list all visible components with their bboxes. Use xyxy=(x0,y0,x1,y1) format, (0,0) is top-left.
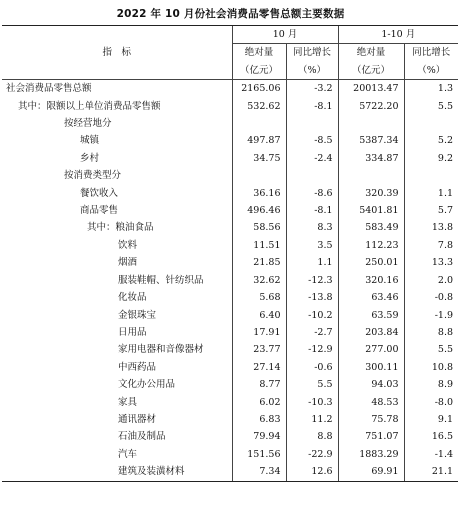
october-value: 21.85 xyxy=(232,254,286,271)
retail-sales-table xyxy=(2,25,458,482)
row-label: 金银珠宝 xyxy=(118,309,157,321)
header-abs-value: 绝对量 xyxy=(338,44,404,62)
ytd-growth xyxy=(404,167,458,184)
ytd-value: 320.39 xyxy=(338,185,404,202)
october-growth: -8.6 xyxy=(286,185,338,202)
october-value: 32.62 xyxy=(232,272,286,289)
october-value: 58.56 xyxy=(232,219,286,236)
october-value: 34.75 xyxy=(232,150,286,167)
october-value: 497.87 xyxy=(232,132,286,149)
october-value: 5.68 xyxy=(232,289,286,306)
row-label: 其中：限额以上单位消费品零售额 xyxy=(18,100,161,112)
header-abs-unit: （亿元） xyxy=(232,62,286,80)
october-value xyxy=(232,115,286,132)
row-label: 社会消费品零售总额 xyxy=(2,80,232,98)
october-growth: 8.8 xyxy=(286,428,338,445)
row-label: 日用品 xyxy=(118,326,147,338)
row-label: 烟酒 xyxy=(118,257,138,269)
october-growth: 3.5 xyxy=(286,237,338,254)
header-indicator: 指 标 xyxy=(2,26,232,80)
table-row xyxy=(2,272,458,289)
row-label: 按经营地分 xyxy=(64,118,112,130)
ytd-value: 69.91 xyxy=(338,463,404,481)
header-growth-unit: （%） xyxy=(404,62,458,80)
ytd-value: 277.00 xyxy=(338,341,404,358)
october-growth: -0.6 xyxy=(286,359,338,376)
october-value: 6.83 xyxy=(232,411,286,428)
ytd-value: 5387.34 xyxy=(338,132,404,149)
ytd-value: 20013.47 xyxy=(338,80,404,98)
row-label: 建筑及装潢材料 xyxy=(2,463,232,481)
october-growth: -10.2 xyxy=(286,307,338,324)
october-growth: -22.9 xyxy=(286,446,338,463)
ytd-growth: 9.2 xyxy=(404,150,458,167)
table-row xyxy=(2,132,458,149)
row-label: 城镇 xyxy=(80,135,100,147)
october-growth: -2.4 xyxy=(286,150,338,167)
october-growth: -12.3 xyxy=(286,272,338,289)
ytd-growth: -8.0 xyxy=(404,394,458,411)
ytd-growth: 21.1 xyxy=(404,463,458,481)
october-value: 8.77 xyxy=(232,376,286,393)
ytd-growth: 8.9 xyxy=(404,376,458,393)
ytd-growth: 2.0 xyxy=(404,272,458,289)
header-period-jan-oct: 1-10 月 xyxy=(338,26,458,44)
header-growth-unit: （%） xyxy=(286,62,338,80)
row-label: 通讯器材 xyxy=(118,413,157,425)
october-growth: -13.8 xyxy=(286,289,338,306)
table-row xyxy=(2,324,458,341)
row-label: 家用电器和音像器材 xyxy=(118,344,204,356)
row-label: 商品零售 xyxy=(80,205,119,217)
table-row xyxy=(2,446,458,463)
october-growth: -10.3 xyxy=(286,394,338,411)
october-growth: 1.1 xyxy=(286,254,338,271)
october-growth: -8.1 xyxy=(286,202,338,219)
row-label: 文化办公用品 xyxy=(118,379,176,391)
table-row xyxy=(2,167,458,184)
october-value xyxy=(232,167,286,184)
ytd-growth: 1.1 xyxy=(404,185,458,202)
ytd-value: 250.01 xyxy=(338,254,404,271)
october-growth: -12.9 xyxy=(286,341,338,358)
ytd-value: 94.03 xyxy=(338,376,404,393)
ytd-growth xyxy=(404,115,458,132)
ytd-growth: 13.8 xyxy=(404,219,458,236)
october-growth: -8.5 xyxy=(286,132,338,149)
row-label: 饮料 xyxy=(118,239,138,251)
october-growth: 5.5 xyxy=(286,376,338,393)
october-growth: 8.3 xyxy=(286,219,338,236)
table-row xyxy=(2,219,458,236)
row-label: 石油及制品 xyxy=(118,431,166,443)
table-row xyxy=(2,150,458,167)
row-label: 中西药品 xyxy=(118,361,157,373)
row-label: 汽车 xyxy=(118,448,138,460)
table-row xyxy=(2,428,458,445)
ytd-value xyxy=(338,115,404,132)
ytd-growth: 5.7 xyxy=(404,202,458,219)
table-row xyxy=(2,463,458,481)
october-growth: 11.2 xyxy=(286,411,338,428)
table-row xyxy=(2,376,458,393)
october-growth: -2.7 xyxy=(286,324,338,341)
ytd-growth: 16.5 xyxy=(404,428,458,445)
october-growth: -3.2 xyxy=(286,80,338,98)
october-value: 7.34 xyxy=(232,463,286,481)
october-growth xyxy=(286,115,338,132)
table-row xyxy=(2,341,458,358)
header-growth: 同比增长 xyxy=(404,44,458,62)
october-growth: 12.6 xyxy=(286,463,338,481)
ytd-growth: -0.8 xyxy=(404,289,458,306)
october-value: 36.16 xyxy=(232,185,286,202)
ytd-growth: 5.5 xyxy=(404,341,458,358)
ytd-growth: 9.1 xyxy=(404,411,458,428)
row-label: 化妆品 xyxy=(118,292,147,304)
table-row xyxy=(2,237,458,254)
ytd-value: 48.53 xyxy=(338,394,404,411)
ytd-value: 5722.20 xyxy=(338,98,404,115)
ytd-growth: 8.8 xyxy=(404,324,458,341)
ytd-value: 751.07 xyxy=(338,428,404,445)
table-body xyxy=(2,80,458,481)
header-abs-unit: （亿元） xyxy=(338,62,404,80)
october-value: 17.91 xyxy=(232,324,286,341)
october-value: 496.46 xyxy=(232,202,286,219)
table-row xyxy=(2,394,458,411)
ytd-growth: -1.9 xyxy=(404,307,458,324)
october-growth xyxy=(286,167,338,184)
october-value: 23.77 xyxy=(232,341,286,358)
october-growth: -8.1 xyxy=(286,98,338,115)
ytd-growth: 5.5 xyxy=(404,98,458,115)
ytd-value: 63.59 xyxy=(338,307,404,324)
ytd-value: 203.84 xyxy=(338,324,404,341)
ytd-value: 5401.81 xyxy=(338,202,404,219)
table-title: 2022 年 10 月份社会消费品零售总额主要数据 xyxy=(116,8,345,20)
row-label: 服装鞋帽、针纺织品 xyxy=(118,274,204,286)
table-row xyxy=(2,80,458,98)
october-value: 6.02 xyxy=(232,394,286,411)
table-row xyxy=(2,359,458,376)
ytd-value: 583.49 xyxy=(338,219,404,236)
ytd-value: 75.78 xyxy=(338,411,404,428)
ytd-growth: -1.4 xyxy=(404,446,458,463)
header-period-october: 10 月 xyxy=(232,26,338,44)
table-row xyxy=(2,411,458,428)
ytd-growth: 13.3 xyxy=(404,254,458,271)
table-row xyxy=(2,185,458,202)
table-row xyxy=(2,289,458,306)
ytd-growth: 7.8 xyxy=(404,237,458,254)
ytd-value: 334.87 xyxy=(338,150,404,167)
row-label: 乡村 xyxy=(80,152,100,164)
ytd-value: 300.11 xyxy=(338,359,404,376)
table-row xyxy=(2,202,458,219)
ytd-growth: 5.2 xyxy=(404,132,458,149)
october-value: 532.62 xyxy=(232,98,286,115)
october-value: 151.56 xyxy=(232,446,286,463)
table-row xyxy=(2,307,458,324)
ytd-value: 112.23 xyxy=(338,237,404,254)
row-label: 其中：粮油食品 xyxy=(87,222,154,234)
october-value: 2165.06 xyxy=(232,80,286,98)
october-value: 11.51 xyxy=(232,237,286,254)
ytd-growth: 1.3 xyxy=(404,80,458,98)
october-value: 27.14 xyxy=(232,359,286,376)
october-value: 6.40 xyxy=(232,307,286,324)
table-row xyxy=(2,98,458,115)
row-label: 餐饮收入 xyxy=(80,187,119,199)
ytd-growth: 10.8 xyxy=(404,359,458,376)
row-label: 家具 xyxy=(118,396,138,408)
table-row xyxy=(2,115,458,132)
row-label: 按消费类型分 xyxy=(64,170,122,182)
ytd-value xyxy=(338,167,404,184)
ytd-value: 320.16 xyxy=(338,272,404,289)
ytd-value: 1883.29 xyxy=(338,446,404,463)
header-abs-value: 绝对量 xyxy=(232,44,286,62)
ytd-value: 63.46 xyxy=(338,289,404,306)
table-row xyxy=(2,254,458,271)
october-value: 79.94 xyxy=(232,428,286,445)
header-growth: 同比增长 xyxy=(286,44,338,62)
